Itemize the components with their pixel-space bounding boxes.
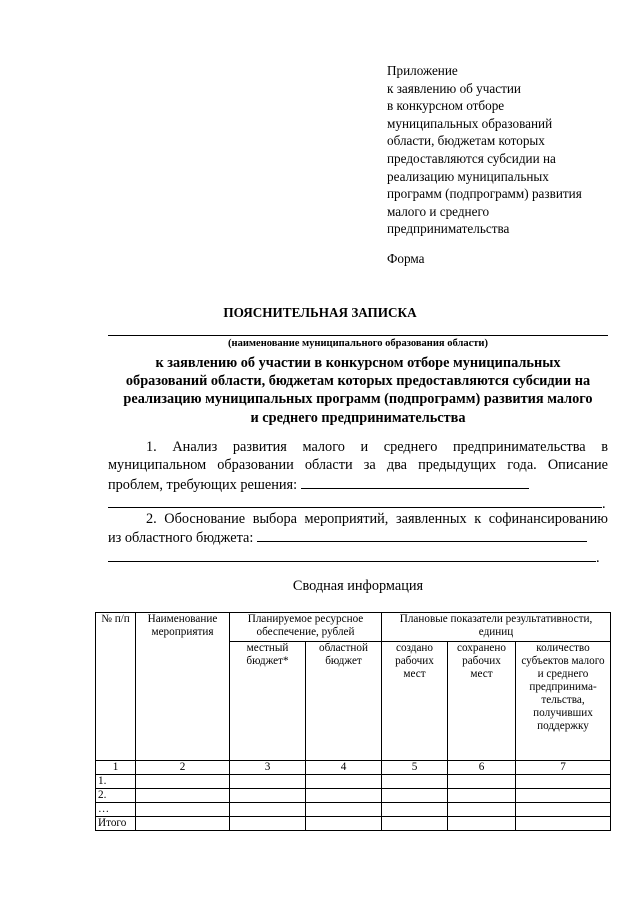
annex-line: предпринимательства — [387, 221, 510, 237]
table-cell — [448, 789, 516, 803]
annex-line: в конкурсном отборе — [387, 98, 505, 114]
justification-answer-blank — [108, 548, 596, 562]
table-cell — [448, 803, 516, 817]
section-1-line: 1. Анализ развития малого и среднего предпринимательства в — [146, 439, 608, 455]
municipality-caption: (наименование муниципального образования области) — [228, 338, 488, 349]
table-cell — [230, 817, 306, 831]
table-cell — [306, 775, 382, 789]
annex-line: малого и среднего — [387, 203, 490, 219]
table-cell — [230, 803, 306, 817]
heading-line: к заявлению об участии в конкурсном отборе муниципальных — [155, 355, 561, 371]
justification-answer-blank — [257, 528, 587, 542]
table-cell — [306, 789, 382, 803]
header-event-name: Наименование мероприятия — [136, 613, 230, 761]
annex-line: реализацию муниципальных — [387, 168, 549, 184]
annex-line: программ (подпрограмм) развития — [387, 186, 582, 202]
table-cell — [516, 803, 611, 817]
header-created-jobs: создано рабочих мест — [382, 642, 448, 761]
table-cell — [306, 803, 382, 817]
header-local-budget: местный бюджет* — [230, 642, 306, 761]
total-label: Итого — [96, 817, 136, 831]
table-cell — [382, 789, 448, 803]
section-2-label: из областного бюджета: — [108, 530, 254, 547]
header-subjects-count: количество субъектов малого и среднего предпринима-тельства, получивших поддержку — [516, 642, 611, 761]
column-number: 7 — [516, 761, 611, 775]
annex-line: к заявлению об участии — [387, 80, 521, 96]
table-row — [96, 803, 611, 817]
row-number: 2. — [96, 789, 136, 803]
section-1-label: проблем, требующих решения: — [108, 476, 298, 493]
table-cell — [516, 789, 611, 803]
table-cell — [306, 817, 382, 831]
table-cell — [136, 803, 230, 817]
header-number: № п/п — [96, 613, 136, 761]
section-2-line — [108, 548, 608, 567]
section-2-justification — [108, 510, 608, 567]
annex-line: муниципальных образований — [387, 115, 553, 131]
annex-line: Приложение — [387, 63, 458, 78]
heading-line: реализацию муниципальных программ (подпрограмм) развития малого — [123, 391, 593, 408]
section-1-line: муниципальном образовании области за два предыдущих года. Описание — [108, 457, 608, 474]
section-2-end: . — [596, 549, 600, 566]
column-number: 2 — [136, 761, 230, 775]
header-resources: Планируемое ресурсное обеспечение, рублей — [230, 613, 382, 642]
summary-table — [95, 612, 611, 831]
section-2-line — [108, 528, 608, 547]
section-1-end: . — [602, 496, 606, 513]
row-number: … — [96, 803, 136, 817]
document-heading — [104, 354, 612, 427]
column-numbers-row — [96, 761, 611, 775]
header-saved-jobs: сохранено рабочих мест — [448, 642, 516, 761]
table-cell — [230, 775, 306, 789]
table-cell — [382, 775, 448, 789]
table-cell — [230, 789, 306, 803]
header-indicators: Плановые показатели результативности, единиц — [382, 613, 611, 642]
table-row — [96, 775, 611, 789]
column-number: 4 — [306, 761, 382, 775]
table-header-row — [96, 613, 611, 642]
annex-line: области, бюджетам которых — [387, 133, 545, 149]
column-number: 5 — [382, 761, 448, 775]
table-cell — [136, 817, 230, 831]
column-number: 6 — [448, 761, 516, 775]
form-label: Форма — [387, 251, 425, 266]
table-cell — [382, 803, 448, 817]
section-1-line — [108, 475, 608, 494]
problems-answer-blank — [108, 494, 602, 508]
column-number: 1 — [96, 761, 136, 775]
section-2-line: 2. Обоснование выбора мероприятий, заявленных к софинансированию — [146, 511, 608, 527]
summary-title: Сводная информация — [292, 578, 424, 594]
table-cell — [136, 775, 230, 789]
table-cell — [516, 817, 611, 831]
table-cell — [382, 817, 448, 831]
annex-line: предоставляются субсидии на — [387, 150, 556, 166]
row-number: 1. — [96, 775, 136, 789]
municipality-name-line — [108, 335, 608, 336]
header-regional-budget: областной бюджет — [306, 642, 382, 761]
table-row — [96, 789, 611, 803]
table-cell — [136, 789, 230, 803]
table-cell — [448, 817, 516, 831]
column-number: 3 — [230, 761, 306, 775]
annex-block — [387, 62, 632, 238]
table-cell — [516, 775, 611, 789]
heading-line: и среднего предпринимательства — [250, 409, 466, 426]
document-title: ПОЯСНИТЕЛЬНАЯ ЗАПИСКА — [223, 305, 417, 320]
heading-line: образований области, бюджетам которых предоставляются субсидии на — [125, 373, 591, 390]
problems-answer-blank — [301, 475, 529, 489]
total-row — [96, 817, 611, 831]
section-1-analysis — [108, 438, 608, 514]
table-cell — [448, 775, 516, 789]
